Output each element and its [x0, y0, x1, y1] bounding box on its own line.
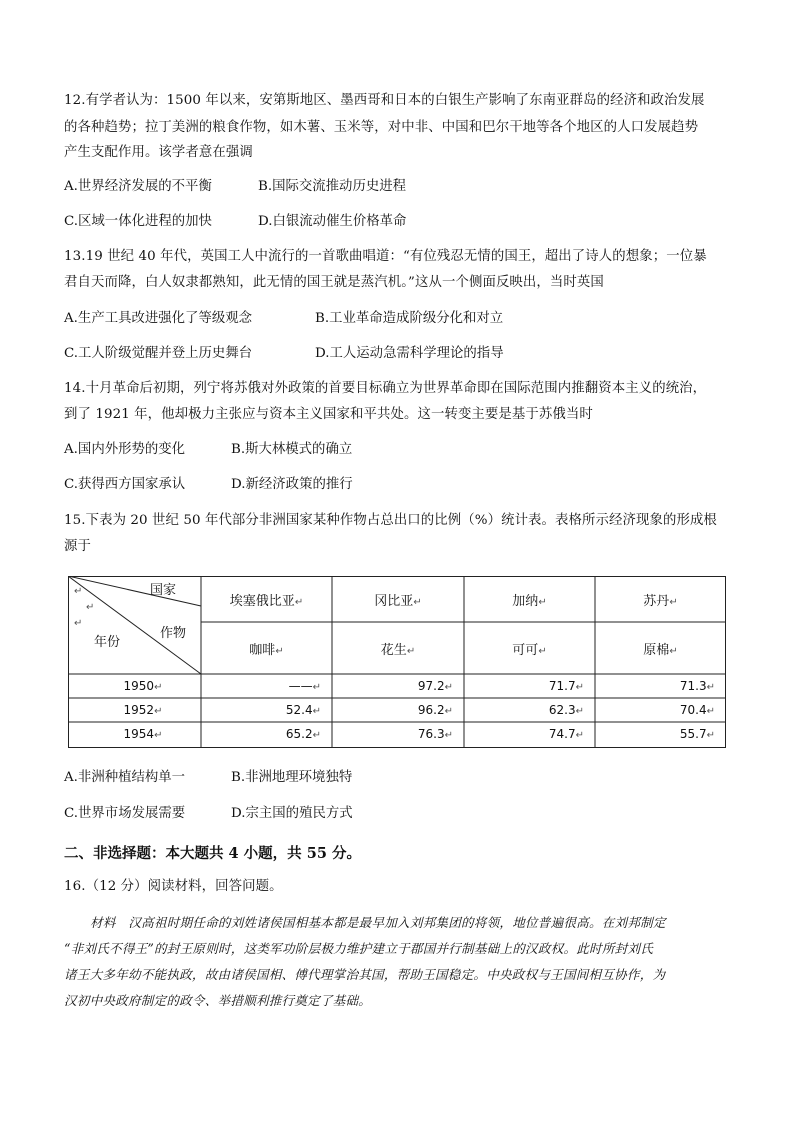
q14-option-d[interactable]: D.新经济政策的推行: [231, 477, 353, 492]
q13-stem-line-2: 君自天而降，白人奴隶都熟知，此无情的国王就是蒸汽机。”这从一个侧面反映出，当时英国: [64, 275, 604, 290]
export-ratio-table: [68, 576, 726, 748]
header-country-label: 国家: [150, 583, 177, 598]
value-cell: 62.3↵: [548, 703, 584, 717]
value-cell: 65.2↵: [285, 727, 321, 741]
q16-material-line-4: 汉初中央政府制定的政令、举措顺利推行奠定了基础。: [64, 993, 372, 1008]
q13-option-a[interactable]: A.生产工具改进强化了等级观念: [64, 311, 253, 326]
return-mark: ↵: [86, 602, 95, 613]
crop-raw-cotton: 原棉↵: [643, 643, 678, 658]
value-cell: 74.7↵: [548, 727, 584, 741]
q16-material-line-1: 材料 汉高祖时期任命的刘姓诸侯国相基本都是最早加入刘邦集团的将领，地位普遍很高。在刘邦制定: [90, 915, 666, 930]
header-year-label: 年份: [94, 635, 121, 650]
country-gambia: 冈比亚↵: [374, 594, 422, 609]
q12-option-c[interactable]: C.区域一体化进程的加快: [64, 214, 212, 229]
year-cell: 1950↵: [123, 679, 163, 693]
q12-option-d[interactable]: D.白银流动催生价格革命: [258, 214, 407, 229]
q15-option-b[interactable]: B.非洲地理环境独特: [231, 770, 353, 785]
value-cell: 76.3↵: [417, 727, 453, 741]
year-cell: 1954↵: [123, 727, 163, 741]
crop-cocoa: 可可↵: [512, 643, 547, 658]
crop-peanut: 花生↵: [380, 643, 416, 658]
q12-option-a[interactable]: A.世界经济发展的不平衡: [64, 179, 212, 194]
q13-stem-line-1: 13.19 世纪 40 年代，英国工人中流行的一首歌曲唱道：“有位残忍无情的国王，超出了诗人的想象；一位暴: [64, 249, 707, 264]
q12-stem-line-2: 的各种趋势；拉丁美洲的粮食作物，如木薯、玉米等，对中非、中国和巴尔干地等各个地区的人口发展趋势: [64, 120, 699, 135]
value-cell: 96.2↵: [417, 703, 453, 717]
value-cell: 71.3↵: [679, 679, 715, 693]
return-mark: ↵: [74, 618, 83, 629]
country-ghana: 加纳↵: [512, 594, 547, 609]
value-cell: 70.4↵: [679, 703, 715, 717]
country-ethiopia: 埃塞俄比亚↵: [229, 594, 304, 609]
return-mark: ↵: [74, 586, 83, 597]
q16-material-line-2: “非刘氏不得王”的封王原则时，这类军功阶层极力维护建立于郡国并行制基础上的汉政权。此时所封刘氏: [64, 941, 653, 956]
q15-stem-line-1: 15.下表为 20 世纪 50 年代部分非洲国家某种作物占总出口的比例（%）统计表。表格所示经济现象的形成根: [64, 513, 717, 528]
q16-stem: 16.（12 分）阅读材料，回答问题。: [64, 879, 283, 894]
q14-stem-line-1: 14.十月革命后初期，列宁将苏俄对外政策的首要目标确立为世界革命即在国际范围内推翻资本主义的统治，: [64, 381, 707, 396]
q14-option-c[interactable]: C.获得西方国家承认: [64, 477, 186, 492]
q13-option-d[interactable]: D.工人运动急需科学理论的指导: [315, 346, 504, 361]
q12-stem-line-3: 产生支配作用。该学者意在强调: [64, 145, 253, 160]
value-cell: 71.7↵: [548, 679, 584, 693]
q15-option-d[interactable]: D.宗主国的殖民方式: [231, 806, 353, 821]
year-cell: 1952↵: [123, 703, 163, 717]
value-cell: 55.7↵: [679, 727, 715, 741]
header-crop-label: 作物: [160, 626, 187, 641]
q15-option-a[interactable]: A.非洲种植结构单一: [64, 770, 186, 785]
q13-option-b[interactable]: B.工业革命造成阶级分化和对立: [315, 311, 504, 326]
q14-stem-line-2: 到了 1921 年，他却极力主张应与资本主义国家和平共处。这一转变主要是基于苏俄当时: [64, 407, 593, 422]
q14-option-a[interactable]: A.国内外形势的变化: [64, 442, 186, 457]
section-two-heading: 二、非选择题：本大题共 4 小题，共 55 分。: [64, 845, 361, 862]
q12-option-b[interactable]: B.国际交流推动历史进程: [258, 179, 407, 194]
country-sudan: 苏丹↵: [643, 594, 678, 609]
crop-coffee: 咖啡↵: [249, 643, 284, 658]
q13-option-c[interactable]: C.工人阶级觉醒并登上历史舞台: [64, 346, 253, 361]
q12-stem-line-1: 12.有学者认为：1500 年以来，安第斯地区、墨西哥和日本的白银生产影响了东南亚群岛的经济和政治发展: [64, 93, 705, 108]
q14-option-b[interactable]: B.斯大林模式的确立: [231, 442, 353, 457]
q16-material-line-3: 诸王大多年幼不能执政，故由诸侯国相、傅代理掌治其国，帮助王国稳定。中央政权与王国间相互协作，为: [64, 967, 666, 982]
value-cell: 97.2↵: [417, 679, 453, 693]
value-cell: ——↵: [288, 679, 321, 693]
q15-option-c[interactable]: C.世界市场发展需要: [64, 806, 186, 821]
value-cell: 52.4↵: [285, 703, 321, 717]
q15-stem-line-2: 源于: [64, 539, 91, 554]
